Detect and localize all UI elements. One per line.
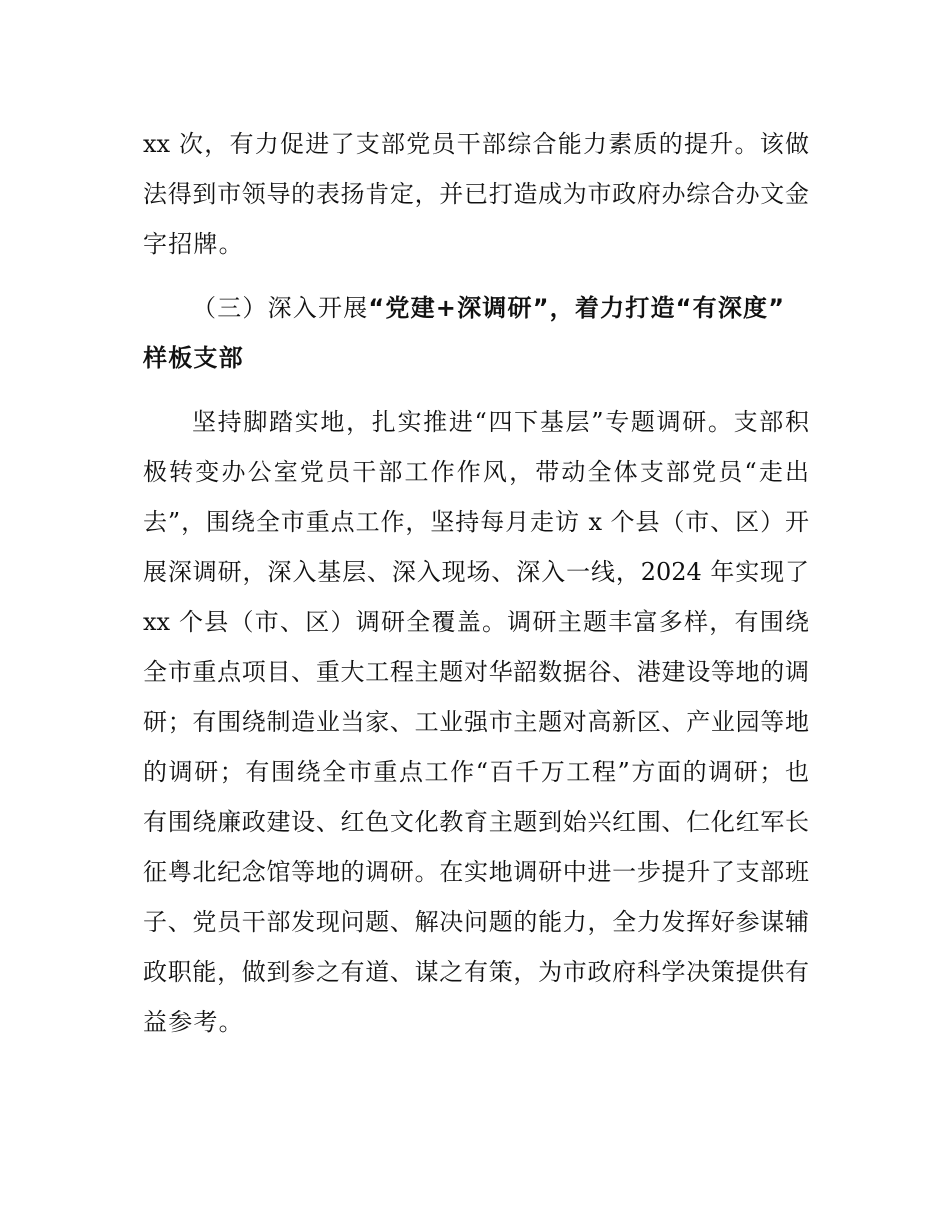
section-heading-3 (192, 293, 785, 323)
paragraph-2-line-9: 有围绕廉政建设、红色文化教育主题到始兴红围、仁化红军长 (143, 808, 809, 836)
paragraph-2-line-12: 政职能，做到参之有道、谋之有策，为市政府科学决策提供有 (143, 958, 809, 986)
paragraph-2-line-1: 坚持脚踏实地，扎实推进“四下基层”专题调研。支部积 (192, 408, 809, 436)
section-heading-3-line-2 (143, 343, 244, 373)
section-heading-continuation: 样板支部 (143, 344, 244, 372)
section-heading-number: （三） (192, 294, 268, 322)
paragraph-2-line-7: 研；有围绕制造业当家、工业强市主题对高新区、产业园等地 (143, 708, 809, 736)
paragraph-2-line-10: 征粤北纪念馆等地的调研。在实地调研中进一步提升了支部班 (143, 858, 809, 886)
paragraph-1-line-3: 字招牌。 (143, 230, 244, 258)
section-heading-bold-text: “党建+深调研”，着力打造“有深度” (368, 294, 786, 322)
paragraph-2-line-4: 展深调研，深入基层、深入现场、深入一线，2024 年实现了 (143, 558, 809, 586)
paragraph-1-line-2: 法得到市领导的表扬肯定，并已打造成为市政府办综合办文金 (143, 180, 809, 208)
paragraph-2-line-2: 极转变办公室党员干部工作作风，带动全体支部党员“走出 (143, 458, 809, 486)
paragraph-2-line-3: 去”，围绕全市重点工作，坚持每月走访 x 个县（市、区）开 (143, 508, 809, 536)
paragraph-1-line-1: xx 次，有力促进了支部党员干部综合能力素质的提升。该做 (143, 130, 809, 158)
paragraph-2-line-11: 子、党员干部发现问题、解决问题的能力，全力发挥好参谋辅 (143, 908, 809, 936)
paragraph-2-line-6: 全市重点项目、重大工程主题对华韶数据谷、港建设等地的调 (143, 658, 809, 686)
paragraph-2-line-5: xx 个县（市、区）调研全覆盖。调研主题丰富多样，有围绕 (143, 608, 809, 636)
section-heading-lead: 深入开展 (267, 294, 369, 322)
paragraph-2-line-13: 益参考。 (143, 1008, 244, 1036)
paragraph-2-line-8: 的调研；有围绕全市重点工作“百千万工程”方面的调研；也 (143, 758, 809, 786)
